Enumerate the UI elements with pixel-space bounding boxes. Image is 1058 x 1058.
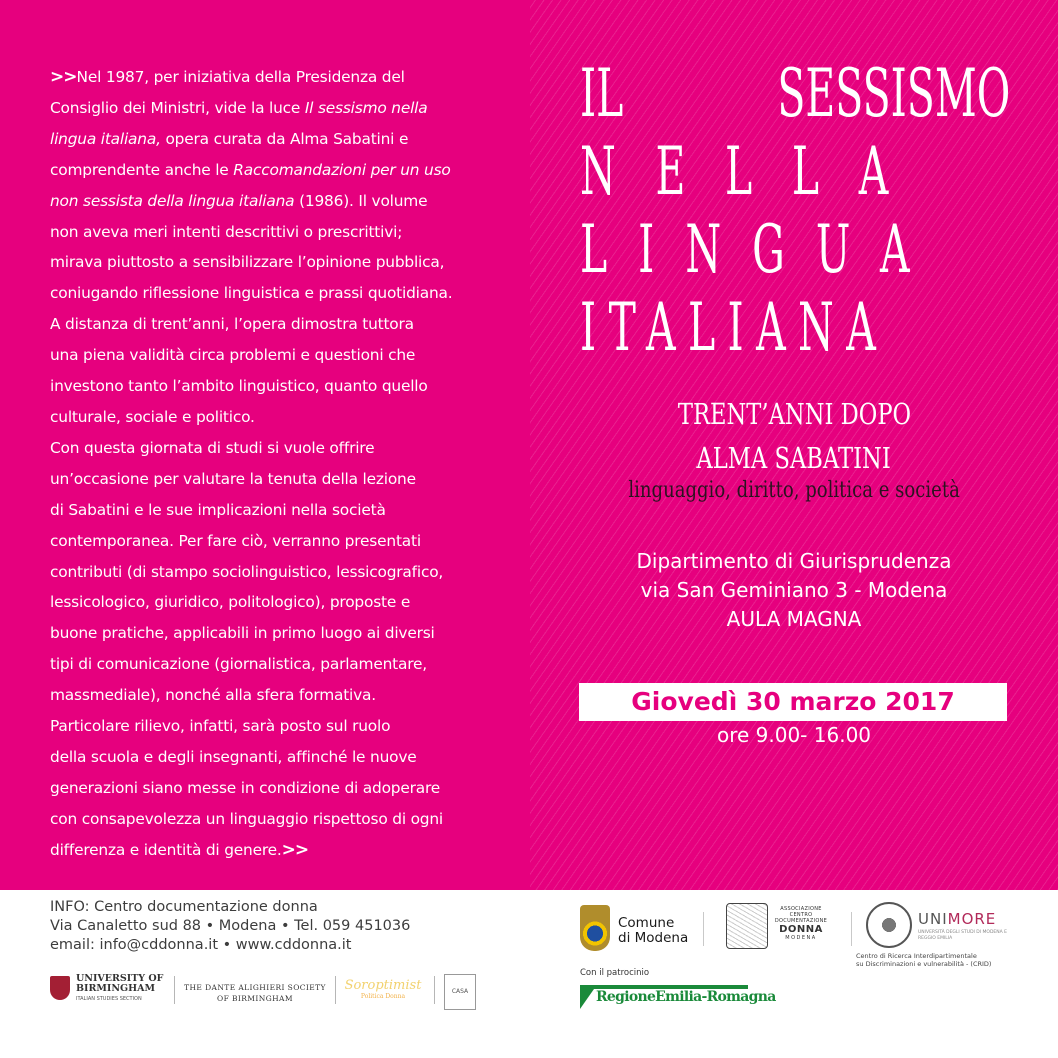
body-text-segment: (1986). Il volume (294, 191, 428, 210)
patrocinio-label: Con il patrocinio (580, 968, 650, 978)
subtitle-line-3 (530, 478, 1058, 503)
body-line-6: non aveva meri intenti descrittivi o prescrittivi; (50, 222, 403, 241)
dante-line-2: OF BIRMINGHAM (217, 994, 293, 1003)
body-line-25: con consapevolezza un linguaggio rispettoso di ogni (50, 809, 444, 828)
body-line-26 (50, 835, 490, 866)
body-text-segment: opera curata da Alma Sabatini e (160, 129, 409, 148)
raccomandazioni-italic: Raccomandazioni per un uso (233, 160, 451, 179)
unimore-seal-icon (866, 902, 912, 948)
info-contacts: email: info@cddonna.it • www.cddonna.it (50, 937, 352, 953)
divider (434, 976, 435, 1004)
body-text-segment: Nel 1987, per iniziativa della Presidenza del (76, 68, 405, 86)
subtitle-text: linguaggio, diritto, politica e società (628, 478, 960, 503)
divider (174, 976, 175, 1004)
event-time: ore 9.00- 16.00 (716, 723, 872, 747)
body-line-11: investono tanto l’ambito linguistico, quanto quello (50, 377, 428, 396)
book-title-italic: Il sessismo nella (304, 98, 428, 117)
soroptimist-logo (338, 978, 428, 1004)
venue-department: Dipartimento di Giurisprudenza (636, 549, 952, 573)
body-line-9: A distanza di trent’anni, l’opera dimostra tuttora (50, 315, 414, 334)
soroptimist-name: Soroptimist (344, 978, 422, 993)
body-line-2 (50, 93, 490, 124)
venue-address: via San Geminiano 3 - Modena (640, 578, 948, 602)
cdd-line-2: DONNA (779, 924, 823, 935)
cdd-face-icon (726, 903, 768, 949)
body-line-4 (50, 155, 490, 186)
body-text-segment: comprendente anche le (50, 160, 234, 179)
uob-name: UNIVERSITY OF BIRMINGHAM (76, 973, 164, 994)
footer-info (50, 898, 410, 955)
regione-name: RegioneEmilia-Romagna (596, 989, 776, 1005)
uob-crest-icon (50, 976, 70, 1000)
body-line-15: di Sabatini e le sue implicazioni nella società (50, 500, 386, 519)
divider (335, 976, 336, 1004)
subtitle-line-1 (530, 392, 1058, 436)
regione-emilia-romagna-logo (580, 985, 776, 1011)
title-line-4: ITALIANA (580, 289, 889, 366)
cdd-wordmark (772, 906, 830, 941)
cdd-line-1: ASSOCIAZIONE CENTRO DOCUMENTAZIONE (774, 906, 828, 924)
body-line-21: massmediale), nonché alla sfera formativa. (50, 686, 376, 705)
body-text (50, 62, 490, 866)
info-address: Via Canaletto sud 88 • Modena • Tel. 059 451036 (50, 918, 411, 934)
body-line-20: tipi di comunicazione (giornalistica, parlamentare, (50, 655, 427, 674)
subtitle-line-2 (530, 436, 1058, 480)
body-line-5 (50, 186, 490, 217)
body-line-7: mirava piuttosto a sensibilizzare l’opinione pubblica, (50, 253, 445, 272)
casa-logo: CASA (444, 974, 476, 1010)
university-of-birmingham-logo (50, 972, 170, 1008)
unimore-fine-print: UNIVERSITÀ DEGLI STUDI DI MODENA E REGGIO EMILIA (918, 930, 1007, 941)
comune-line-1: Comune (618, 915, 675, 931)
crid-line-1: Centro di Ricerca Interdipartimentale (856, 952, 977, 960)
crid-line-2: su Discriminazioni e vulnerabilità - (CRID) (856, 960, 992, 968)
centro-documentazione-donna-logo (726, 903, 831, 947)
title-line-2: NELLA (580, 133, 928, 210)
unimore-brand-more: MORE (947, 910, 997, 928)
venue-room: AULA MAGNA (726, 607, 862, 631)
body-line-3 (50, 124, 490, 155)
subtitle-text: TRENT’ANNI DOPO (677, 397, 911, 431)
body-text-segment: differenza e identità di genere. (50, 840, 282, 859)
body-line-12: culturale, sociale e politico. (50, 407, 255, 426)
comune-name (618, 916, 688, 946)
event-title (580, 55, 1010, 367)
body-line-24: generazioni siano messe in condizione di adoperare (50, 778, 441, 797)
venue (530, 547, 1058, 634)
regione-flag-triangle (580, 989, 594, 1009)
cdd-line-3: MODENA (785, 935, 817, 941)
open-arrows: >> (50, 67, 77, 87)
body-line-23: della scuola e degli insegnanti, affinché le nuove (50, 747, 417, 766)
divider (703, 912, 704, 946)
title-line-3: LINGUA (580, 211, 941, 288)
body-line-10: una piena validità circa problemi e questioni che (50, 346, 416, 365)
unimore-brand (918, 910, 996, 928)
info-title: INFO: Centro documentazione donna (50, 899, 318, 915)
crid-caption (856, 952, 1016, 968)
event-date: Giovedì 30 marzo 2017 (579, 683, 1007, 721)
uob-section: ITALIAN STUDIES SECTION (76, 996, 142, 1002)
subtitle-text: ALMA SABATINI (696, 441, 892, 475)
dante-society-logo (180, 982, 330, 1004)
close-arrows: >> (281, 839, 309, 860)
unimore-logo (866, 902, 1006, 948)
body-line-19: buone pratiche, applicabili in primo luogo ai diversi (50, 624, 435, 643)
unimore-brand-uni: UNI (918, 910, 948, 928)
dante-line-1: THE DANTE ALIGHIERI SOCIETY (184, 983, 326, 992)
body-line-17: contributi (di stampo sociolinguistico, lessicografico, (50, 562, 444, 581)
book-title-italic: lingua italiana, (50, 129, 161, 148)
comune-di-modena-logo (580, 905, 700, 955)
body-line-8: coniugando riflessione linguistica e prassi quotidiana. (50, 284, 453, 303)
body-line-1 (50, 62, 490, 93)
comune-crest-icon (580, 905, 610, 951)
body-line-14: un’occasione per valutare la tenuta della lezione (50, 469, 416, 488)
body-text-segment: Consiglio dei Ministri, vide la luce (50, 98, 305, 117)
body-line-22: Particolare rilievo, infatti, sarà posto sul ruolo (50, 717, 391, 736)
body-line-16: contemporanea. Per fare ciò, verranno presentati (50, 531, 421, 550)
soroptimist-tagline: Politica Donna (360, 993, 406, 1000)
body-line-18: lessicologico, giuridico, politologico), proposte e (50, 593, 411, 612)
divider (851, 912, 852, 946)
raccomandazioni-italic: non sessista della lingua italiana (50, 191, 295, 210)
comune-line-2: di Modena (618, 930, 689, 946)
body-line-13: Con questa giornata di studi si vuole offrire (50, 438, 375, 457)
title-line-1: IL SESSISMO (580, 55, 1011, 132)
